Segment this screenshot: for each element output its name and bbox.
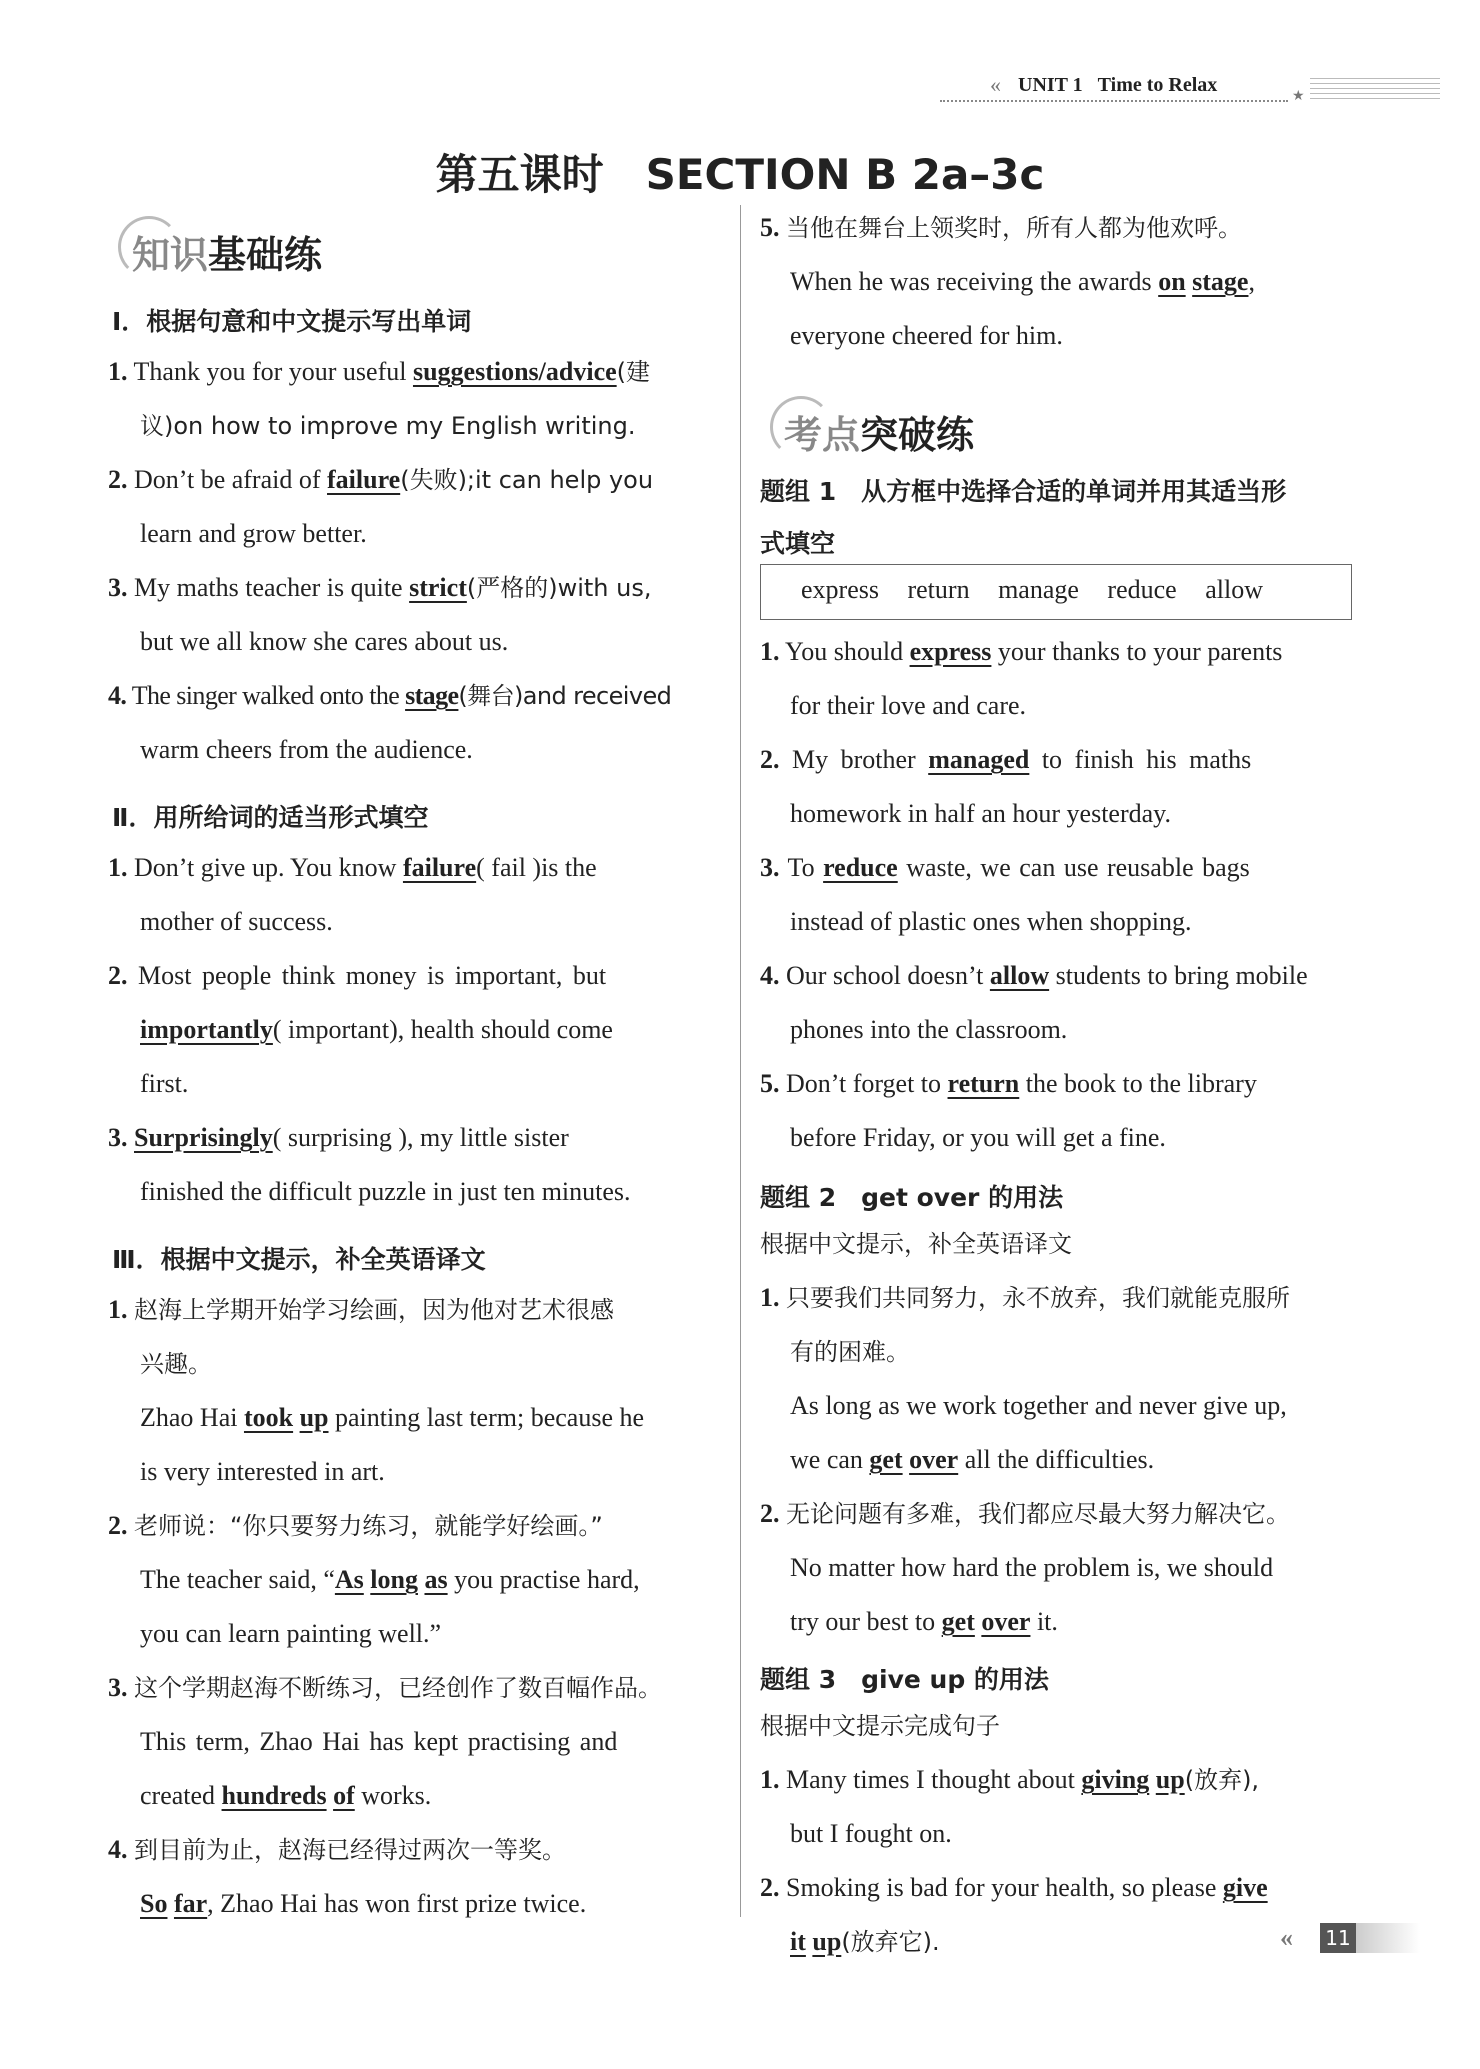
p1-q2-cont: learn and grow better.: [140, 519, 367, 548]
group1-heading-cont: 式填空: [760, 529, 836, 558]
word-box-item: express: [801, 575, 879, 604]
g1-q4-cont: phones into the classroom.: [790, 1015, 1068, 1044]
g2-q2-en: No matter how hard the problem is, we should: [790, 1553, 1274, 1582]
p2-q2: 2. Most people think money is important, but: [108, 961, 607, 990]
g1-q3: 3. To reduce waste, we can use reusable bags: [760, 853, 1250, 882]
p3-q1-cn: 1. 赵海上学期开始学习绘画，因为他对艺术很感: [108, 1295, 614, 1324]
p2-q2-cont2: first.: [140, 1069, 189, 1098]
p1-q3-cont: but we all know she cares about us.: [140, 627, 509, 656]
g2-q1-en2: we can get over all the difficulties.: [790, 1445, 1155, 1474]
p1-q1: 1. Thank you for your useful suggestions/advice(建: [108, 357, 651, 386]
page-title: 第五课时 SECTION B 2a–3c: [435, 150, 1045, 199]
group1-heading: 题组 1 从方框中选择合适的单词并用其适当形: [760, 477, 1287, 506]
word-box-item: return: [907, 575, 970, 604]
g3-q1-cont: but I fought on.: [790, 1819, 952, 1848]
header-unit: UNIT 1 Time to Relax: [1018, 74, 1218, 96]
p2-q1-cont: mother of success.: [140, 907, 333, 936]
p3-q2-en: The teacher said, “As long as you practise hard,: [140, 1565, 640, 1594]
p3-q4-en: So far, Zhao Hai has won first prize twice.: [140, 1889, 587, 1918]
running-header: [940, 72, 1440, 108]
p3-q4-cn: 4. 到目前为止，赵海已经得过两次一等奖。: [108, 1835, 566, 1864]
word-box-item: allow: [1205, 575, 1263, 604]
p2-q3-cont: finished the difficult puzzle in just ten minutes.: [140, 1177, 631, 1206]
page-number: [1280, 1923, 1420, 1955]
group2-heading: 题组 2 get over 的用法: [760, 1183, 1064, 1212]
p2-q3: 3. Surprisingly( surprising ), my little sister: [108, 1123, 569, 1152]
g2-q1-cn: 1. 只要我们共同努力，永不放弃，我们就能克服所: [760, 1283, 1290, 1312]
p1-q4: 4. The singer walked onto the stage(舞台)and received: [108, 681, 672, 710]
word-box-item: reduce: [1107, 575, 1177, 604]
p3-q5-cn: 5. 当他在舞台上领奖时，所有人都为他欢呼。: [760, 213, 1242, 242]
g1-q5-cont: before Friday, or you will get a fine.: [790, 1123, 1166, 1152]
word-box-item: manage: [998, 575, 1079, 604]
p3-q1-en2: is very interested in art.: [140, 1457, 385, 1486]
p1-q3: 3. My maths teacher is quite strict(严格的)with us,: [108, 573, 652, 602]
star-icon: ★: [1292, 89, 1305, 104]
page-number-fade: [1356, 1923, 1420, 1953]
g2-q1-cn2: 有的困难。: [790, 1338, 910, 1366]
g1-q1: 1. You should express your thanks to your parents: [760, 637, 1283, 666]
g1-q2-cont: homework in half an hour yesterday.: [790, 799, 1171, 828]
g2-q1-en: As long as we work together and never give up,: [790, 1391, 1287, 1420]
p3-q2-cn: 2. 老师说：“你只要努力练习，就能学好绘画。”: [108, 1511, 603, 1540]
page-number-value: 11: [1320, 1923, 1356, 1953]
p1-q4-cont: warm cheers from the audience.: [140, 735, 473, 764]
group2-instruction: 根据中文提示，补全英语译文: [760, 1230, 1072, 1258]
word-box: [760, 564, 1352, 620]
double-chevron-icon: «: [990, 72, 1001, 97]
part3-heading: Ⅲ．根据中文提示，补全英语译文: [112, 1245, 486, 1274]
g2-q2-cn: 2. 无论问题有多难，我们都应尽最大努力解决它。: [760, 1499, 1290, 1528]
g3-q2-cont: it up(放弃它).: [790, 1927, 940, 1956]
workbook-page: « UNIT 1 Time to Relax ★ 第五课时 SECTION B 2a–3c 知识基础练 Ⅰ．根据句意和中文提示写出单词 1. Thank you for your useful suggestions/advice(建 议)on how to improve my English writing. 2. Don’t be afraid of failure(失败);it can help you learn and grow better. 3. My maths teacher is quite strict(严格的)with us, but we all know she cares about us. 4. The singer walked onto the stage(舞台)and received warm cheers from the audience. Ⅱ．用所给词的适当形式填空 1. Don’t give up. You know failure( fail )is the mother of success. 2. Most people think money is important, but importantly( important), health should come first. 3. Surprisingly( surprising ), my little sister finished the difficult puzzle in just ten minutes. Ⅲ．根据中文提示，补全英语译文 1. 赵海上学期开始学习绘画，因为他对艺术很感 兴趣。 Zhao Hai took up painting last term; because he is very interested in art. 2. 老师说：“你只要努力练习，就能学好绘画。” The teacher said, “As long as you practise hard, you can learn painting well.” 3. 这个学期赵海不断练习，已经创作了数百幅作品。 This term, Zhao Hai has kept practising and created hundreds of works. 4. 到目前为止，赵海已经得过两次一等奖。 So far, Zhao Hai has won first prize twice. 5. 当他在舞台上领奖时，所有人都为他欢呼。 When he was receiving the awards on stage, everyone cheered for him. 考点突破练 题组 1 从方框中选择合适的单词并用其适当形 式填空 express return manage reduce allow 1. You should express your thanks to your parents for their love and care. 2. My brother managed to finish his maths homework in half an hour yesterday. 3. To reduce waste, we can use reusable bags instead of plastic ones when shopping. 4. Our school doesn’t allow students to bring mobile phones into the classroom. 5. Don’t forget to return the book to the library before Friday, or you will get a fine. 题组 2 get over 的用法 根据中文提示，补全英语译文 1. 只要我们共同努力，永不放弃，我们就能克服所 有的困难。 As long as we work together and never give up, we can get over all the difficulties. 2. 无论问题有多难，我们都应尽最大努力解决它。 No matter how hard the problem is, we should try our best to get over it. 题组 3 give up 的用法 根据中文提示完成句子 1. Many times I thought about giving up(放弃), but I fought on. 2. Smoking is bad for your health, so please give it up(放弃它). « 11: [0, 0, 1480, 2069]
p1-q2: 2. Don’t be afraid of failure(失败);it can help you: [108, 465, 654, 494]
g1-q2: 2. My brother managed to finish his maths: [760, 745, 1252, 774]
p3-q2-en2: you can learn painting well.”: [140, 1619, 442, 1648]
part1-heading: Ⅰ．根据句意和中文提示写出单词: [112, 307, 472, 336]
group3-instruction: 根据中文提示完成句子: [760, 1712, 1000, 1740]
g1-q1-cont: for their love and care.: [790, 691, 1027, 720]
g2-q2-en2: try our best to get over it.: [790, 1607, 1058, 1636]
p2-q2-cont: importantly( important), health should come: [140, 1015, 613, 1044]
double-chevron-left-icon: «: [1280, 1923, 1293, 1952]
part2-heading: Ⅱ．用所给词的适当形式填空: [112, 803, 429, 832]
g1-q3-cont: instead of plastic ones when shopping.: [790, 907, 1192, 936]
header-dotted-rule: [940, 100, 1288, 102]
p2-q1: 1. Don’t give up. You know failure( fail )is the: [108, 853, 597, 882]
column-divider: [740, 205, 741, 1917]
p3-q3-en: This term, Zhao Hai has kept practising and: [140, 1727, 618, 1756]
group3-heading: 题组 3 give up 的用法: [760, 1665, 1049, 1694]
p3-q5-en2: everyone cheered for him.: [790, 321, 1063, 350]
g3-q2: 2. Smoking is bad for your health, so please give: [760, 1873, 1268, 1902]
header-stripes: [1310, 78, 1440, 100]
g1-q4: 4. Our school doesn’t allow students to bring mobile: [760, 961, 1308, 990]
g3-q1: 1. Many times I thought about giving up(放弃),: [760, 1765, 1260, 1794]
p3-q1-en: Zhao Hai took up painting last term; because he: [140, 1403, 645, 1432]
p3-q3-cn: 3. 这个学期赵海不断练习，已经创作了数百幅作品。: [108, 1673, 662, 1702]
g1-q5: 5. Don’t forget to return the book to the library: [760, 1069, 1257, 1098]
p3-q1-cn2: 兴趣。: [140, 1350, 212, 1378]
p3-q5-en: When he was receiving the awards on stage,: [790, 267, 1255, 296]
p3-q3-en2: created hundreds of works.: [140, 1781, 432, 1810]
p1-q1-cont: 议)on how to improve my English writing.: [140, 412, 636, 440]
